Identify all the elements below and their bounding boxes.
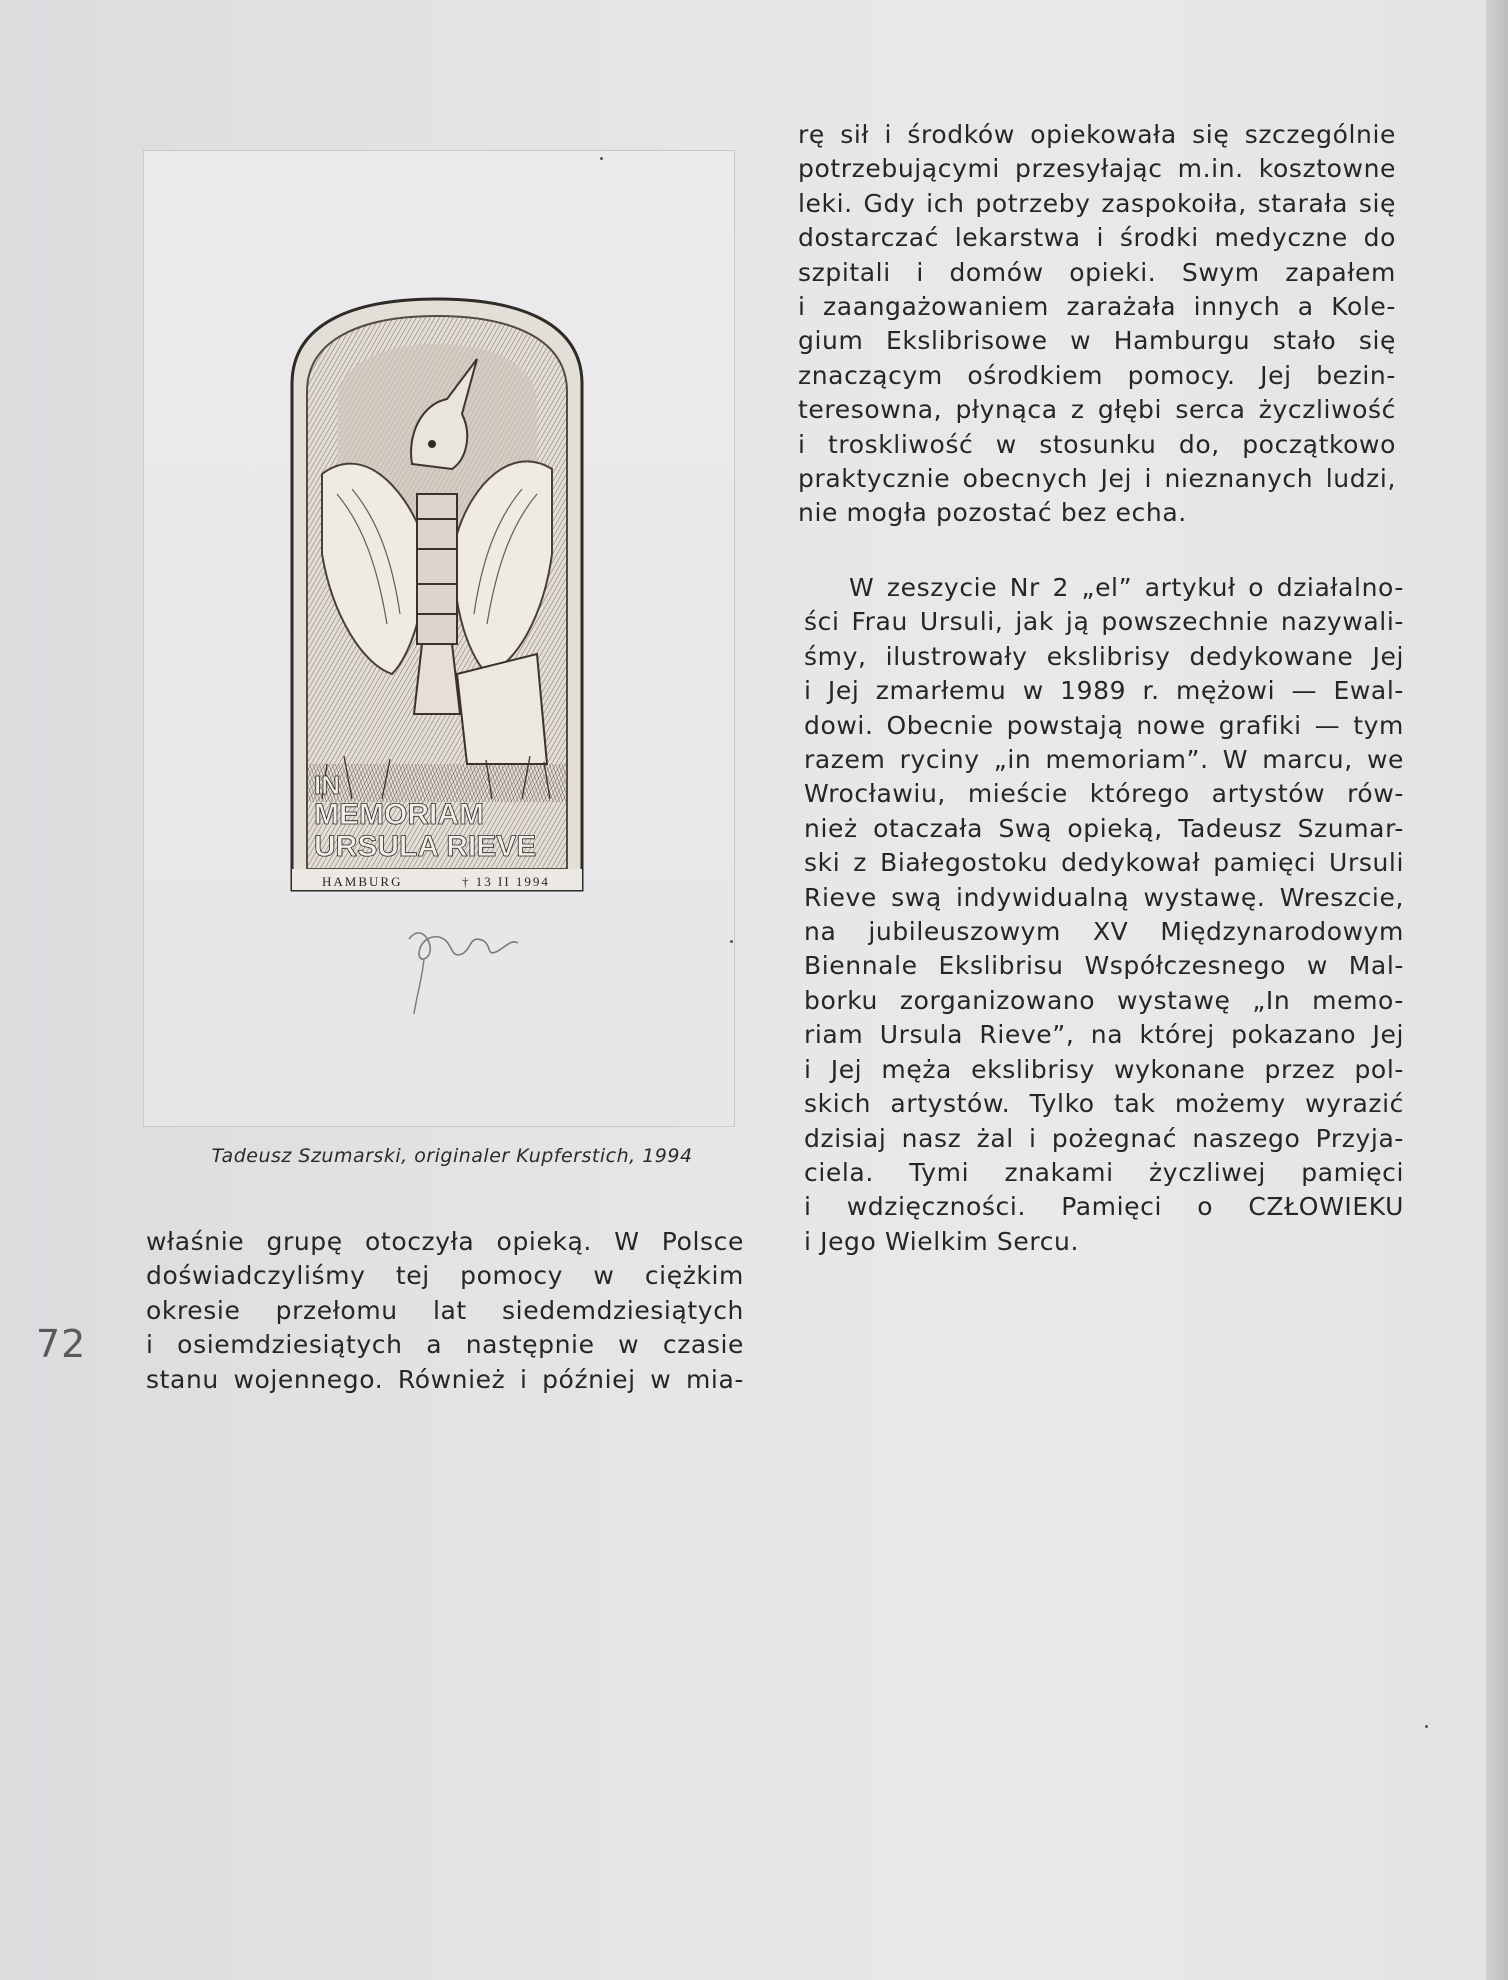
bookplate-text-in: IN: [314, 770, 340, 800]
figure-caption: Tadeusz Szumarski, originaler Kupferstich, 1994: [211, 1145, 693, 1167]
text-line: praktycznie obecnych Jej i nieznanych ludzi,: [798, 464, 1396, 494]
bookplate-footer-city: HAMBURG: [322, 874, 403, 889]
dot-mark: [730, 940, 733, 943]
text-line: i osiemdziesiątych a następnie w czasie: [146, 1330, 744, 1360]
right-column-paragraph-1: [798, 118, 1396, 531]
text-line: śmy, ilustrowały ekslibrisy dedykowane Jej: [804, 641, 1404, 671]
figure-plate: [143, 150, 735, 1127]
text-line: i wdzięczności. Pamięci o CZŁOWIEKU: [804, 1192, 1404, 1222]
dot-mark: [1425, 1725, 1428, 1728]
text-line: gium Ekslibrisowe w Hamburgu stało się: [798, 326, 1396, 356]
page-edge: [1486, 0, 1508, 1980]
bookplate-text-name: URSULA RIEVE: [314, 830, 537, 863]
text-line: ski z Białegostoku dedykował pamięci Ursuli: [804, 848, 1404, 878]
text-line: Rieve swą indywidualną wystawę. Wreszcie,: [804, 882, 1404, 912]
text-line: ciela. Tymi znakami życzliwej pamięci: [804, 1157, 1404, 1187]
text-line: rę sił i środków opiekowała się szczególnie: [798, 120, 1396, 149]
text-line: okresie przełomu lat siedemdziesiątych: [146, 1295, 744, 1325]
text-line: doświadczyliśmy tej pomocy w ciężkim: [146, 1261, 744, 1291]
artist-signature: [394, 899, 524, 1019]
text-line: Wrocławiu, mieście którego artystów rów-: [804, 779, 1404, 809]
text-line: Biennale Ekslibrisu Współczesnego w Mal-: [804, 951, 1404, 981]
bookplate-footer-date: † 13 II 1994: [462, 874, 550, 889]
text-line: nież otaczała Swą opieką, Tadeusz Szumar-: [804, 813, 1404, 843]
text-line: skich artystów. Tylko tak możemy wyrazić: [804, 1089, 1404, 1119]
text-line: ści Frau Ursuli, jak ją powszechnie nazywali-: [804, 607, 1404, 637]
text-line: stanu wojennego. Również i później w mia-: [146, 1364, 744, 1394]
text-line: W zeszycie Nr 2 „el” artykuł o działalno-: [849, 573, 1404, 602]
text-line: znaczącym ośrodkiem pomocy. Jej bezin-: [798, 360, 1396, 390]
left-column-text: [146, 1225, 744, 1397]
bookplate-engraving: [282, 294, 592, 894]
text-line: dowi. Obecnie powstają nowe grafiki — tym: [804, 710, 1404, 740]
text-line: riam Ursula Rieve”, na której pokazano Jej: [804, 1020, 1404, 1050]
text-line: i troskliwość w stosunku do, początkowo: [798, 429, 1396, 459]
page-number: 72: [36, 1322, 87, 1366]
text-line: na jubileuszowym XV Międzynarodowym: [804, 917, 1404, 947]
text-line: i Jej zmarłemu w 1989 r. mężowi — Ewal-: [804, 676, 1404, 706]
text-line: i Jej męża ekslibrisy wykonane przez pol-: [804, 1054, 1404, 1084]
text-line: i Jego Wielkim Sercu.: [804, 1226, 1080, 1256]
text-line: szpitali i domów opieki. Swym zapałem: [798, 257, 1396, 287]
text-line: potrzebującymi przesyłając m.in. kosztowne: [798, 154, 1396, 184]
dot-mark: [600, 157, 603, 160]
text-line: dzisiaj nasz żal i pożegnać naszego Przyja-: [804, 1123, 1404, 1153]
text-line: leki. Gdy ich potrzeby zaspokoiła, starała się: [798, 188, 1396, 218]
text-line: nie mogła pozostać bez echa.: [798, 498, 1187, 528]
text-line: razem ryciny „in memoriam”. W marcu, we: [804, 745, 1404, 775]
text-line: teresowna, płynąca z głębi serca życzliwość: [798, 395, 1396, 425]
text-line: dostarczać lekarstwa i środki medyczne do: [798, 223, 1396, 253]
text-line: właśnie grupę otoczyła opieką. W Polsce: [146, 1227, 744, 1256]
bookplate-text-memoriam: MEMORIAM: [314, 798, 484, 831]
text-line: borku zorganizowano wystawę „In memo-: [804, 985, 1404, 1015]
right-column-paragraph-2: [804, 571, 1404, 1259]
text-line: i zaangażowaniem zarażała innych a Kole-: [798, 292, 1396, 322]
